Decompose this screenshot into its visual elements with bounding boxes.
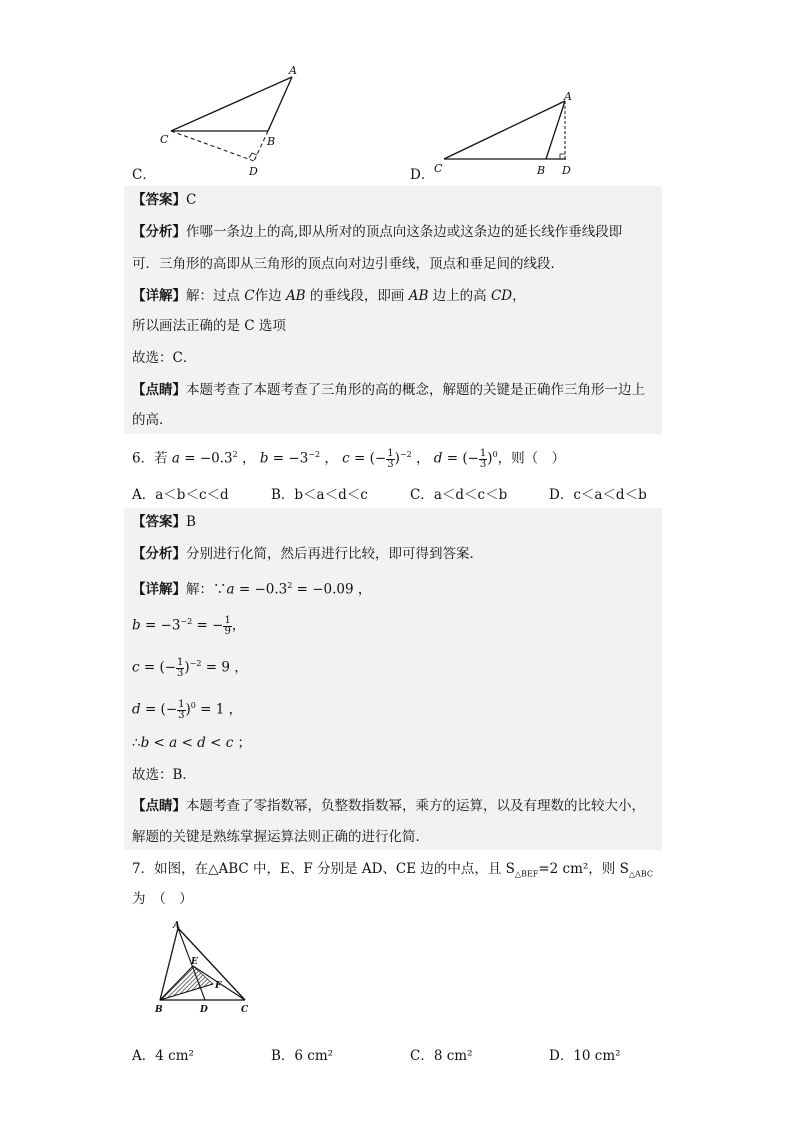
fig-c-label-a: A bbox=[289, 64, 297, 77]
q6-comment-1: 【点睛】本题考查了零指数幂，负整数指数幂，乘方的运算，以及有理数的比较大小， bbox=[132, 798, 645, 814]
q5-analysis-1: 【分析】作哪一条边上的高,即从所对的顶点向这条边或这条边的延长线作垂线段即 bbox=[132, 224, 623, 240]
q7-fig-label-c: C bbox=[241, 1005, 249, 1015]
fig-c-label-b: B bbox=[267, 135, 276, 148]
q6-detail-c: c = (− $\frac{1}{3}$ )$^{-2}$ = 9 ， bbox=[132, 656, 248, 679]
q5-detail-1: 【详解】解：过点 C作边 AB 的垂线段，即画 AB 边上的高 CD， bbox=[132, 288, 526, 304]
q6-option-c: C．a＜d＜c＜b bbox=[410, 487, 508, 503]
fig-d-label-d: D bbox=[562, 164, 571, 177]
fig-d-label-a: A bbox=[564, 90, 572, 103]
figure-option-c bbox=[125, 60, 325, 180]
q7-option-b: B．6 cm² bbox=[271, 1048, 334, 1064]
q7-stem-2: 为 （ ） bbox=[132, 891, 193, 907]
q7-fig-label-f: F bbox=[215, 981, 222, 991]
q7-stem-1: 7．如图，在△ABC 中，E、F 分别是 AD、CE 边的中点，且 $S_{\triangle BEF}=2$ cm²，则 $S_{\triangle ABC}$ bbox=[132, 861, 653, 879]
q7-figure bbox=[145, 918, 265, 1018]
option-c-label: C． bbox=[132, 167, 156, 183]
q5-answer: 【答案】C bbox=[132, 192, 197, 208]
q6-stem: 6．若 $a = -0.3^2$ ， $b = -3^{-2}$ ， c = (− $\frac{1}{3}$ )$^{-2}$ ， d = (− $\frac{1}{3}$ )$^0$，则（ ） bbox=[132, 447, 566, 470]
q6-option-b: B．b＜a＜d＜c bbox=[271, 487, 368, 503]
q6-choose: 故选：B． bbox=[132, 767, 196, 783]
q6-comment-2: 解题的关键是熟练掌握运算法则正确的进行化简． bbox=[132, 829, 429, 845]
q5-detail-2: 所以画法正确的是 C 选项 bbox=[132, 318, 286, 334]
fig-d-label-b: B bbox=[537, 164, 546, 177]
figure-option-d bbox=[420, 85, 600, 185]
q7-option-c: C．8 cm² bbox=[410, 1048, 473, 1064]
q7-fig-label-e: E bbox=[191, 957, 198, 967]
q6-detail-b: $b = -3^{-2}$ = − $\frac{1}{9}$ ， bbox=[132, 614, 246, 637]
q7-fig-label-d: D bbox=[200, 1005, 208, 1015]
q6-option-a: A．a＜b＜c＜d bbox=[132, 487, 229, 503]
q6-option-d: D．c＜a＜d＜b bbox=[549, 487, 647, 503]
q6-detail-a: 【详解】解：∵a = $-0.3^2 = -0.09$ ， bbox=[132, 581, 372, 598]
q5-analysis-2: 可．三角形的高即从三角形的顶点向对边引垂线，顶点和垂足间的线段． bbox=[132, 256, 564, 272]
q7-option-a: A．4 cm² bbox=[132, 1048, 194, 1064]
q5-comment-2: 的高． bbox=[132, 412, 173, 428]
q6-detail-d: d = (− $\frac{1}{3}$ )$^0$ = 1 ， bbox=[132, 698, 243, 721]
fig-d-label-c: C bbox=[434, 162, 443, 175]
q7-fig-label-a: A bbox=[173, 921, 180, 931]
q6-detail-order: ∴b < a < d < c ； bbox=[132, 735, 252, 751]
q5-comment-1: 【点睛】本题考查了本题考查了三角形的高的概念，解题的关键是正确作三角形一边上 bbox=[132, 382, 645, 398]
q6-answer: 【答案】B bbox=[132, 514, 196, 530]
fig-c-label-d: D bbox=[249, 165, 258, 178]
q7-fig-label-b: B bbox=[155, 1005, 163, 1015]
fig-c-label-c: C bbox=[160, 133, 169, 146]
q5-choose: 故选：C． bbox=[132, 350, 197, 366]
option-d-label: D． bbox=[410, 167, 435, 183]
q7-option-d: D．10 cm² bbox=[549, 1048, 621, 1064]
q6-analysis: 【分析】分别进行化简，然后再进行比较，即可得到答案． bbox=[132, 546, 483, 562]
